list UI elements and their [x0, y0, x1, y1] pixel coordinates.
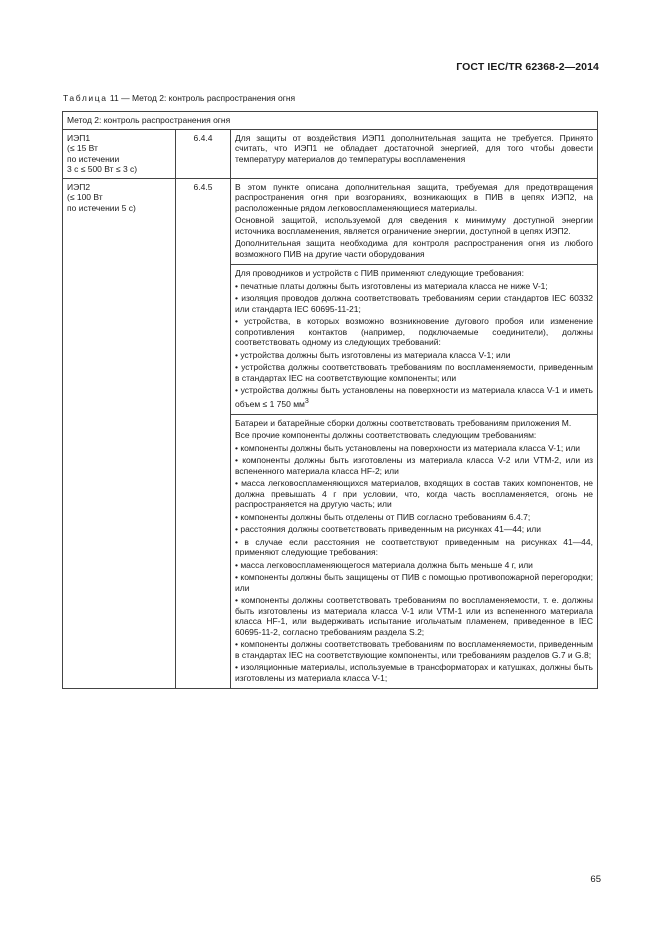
requirement-bullet: • расстояния должны соответствовать приведенным на рисунках 41—44; или [235, 524, 541, 535]
power-source-class-cell [63, 178, 176, 689]
requirement-paragraph: Для проводников и устройств с ПИВ применяют следующие требования: [235, 268, 524, 278]
power-limit-line: (≤ 100 Вт [67, 192, 103, 202]
requirement-bullet: • изоляционные материалы, используемые в трансформаторах и катушках, должны быть изготовлены из материала класса V-1; [235, 662, 593, 683]
fire-spread-table [62, 111, 598, 689]
requirement-paragraph: Все прочие компоненты должны соответствовать следующим требованиям: [235, 430, 537, 441]
standard-designation: ГОСТ IEC/TR 62368-2—2014 [456, 61, 599, 73]
requirement-bullet: • компоненты должны соответствовать требованиям по воспламеняемости, приведенным в стандартах IEC на соответствующие компоненты, или требованиям разделов G.7 и G.8; [235, 639, 593, 660]
requirement-text-cell [231, 265, 598, 415]
requirement-paragraph: Основной защитой, используемой для сведения к минимуму доступной энергии источника воспламенения, является ограничение энергии, доступной в цепях ИЭП2. [235, 215, 593, 236]
requirement-bullet: • компоненты должны быть изготовлены из материала класса V-2 или VTM-2, или из вспененного материала класса HF-2; или [235, 455, 593, 476]
requirement-paragraph: Для защиты от воздействия ИЭП1 дополнительная защита не требуется. Принято считать, что ИЭП1 не обладает достаточной энергией, для того чтобы довести температуру материалов до температуры воспламенения [235, 132, 593, 164]
requirement-bullet: • масса легковоспламеняющихся материалов, входящих в состав таких компонентов, не должна превышать 4 г при условии, что, когда часть воспламеняется, огонь не распространяется на другую часть; или [235, 478, 593, 510]
requirement-bullet [235, 385, 593, 409]
requirement-paragraph: В этом пункте описана дополнительная защита, требуемая для предотвращения распространения огня при возгораниях, возникающих в ПИВ в цепях ИЭП2, на расположенные рядом легковоспламеняющиеся материалы. [235, 181, 593, 213]
requirement-bullet: • компоненты должны быть отделены от ПИВ согласно требованиям 6.4.7; [235, 511, 531, 522]
power-limit-line: (≤ 15 Вт [67, 143, 98, 153]
clause-reference: 6.4.4 [176, 129, 231, 178]
requirement-bullet: • устройства должны соответствовать требованиям по воспламеняемости, приведенным в стандартах IEC на соответствующие компоненты; или [235, 362, 593, 383]
table-row-ps2 [63, 178, 598, 265]
clause-reference: 6.4.5 [176, 178, 231, 689]
requirement-bullet: • в случае если расстояния не соответствуют приведенным на рисунках 41—44, применяют следующие требования: [235, 536, 593, 558]
requirement-bullet: • масса легковоспламеняющегося материала должна быть меньше 4 г, или [235, 559, 533, 570]
page-number: 65 [590, 874, 601, 885]
superscript-exponent: 3 [304, 396, 309, 405]
table-row-ps1 [63, 129, 598, 178]
requirement-text-cell [231, 178, 598, 265]
requirement-bullet: • компоненты должны быть защищены от ПИВ с помощью противопожарной перегородки; или [235, 572, 593, 593]
requirement-bullet: • устройства, в которых возможно возникновение дугового пробоя или изменение сопротивления контактов (например, подключаемые соединители), должны соответствовать одному из следующих требований: [235, 316, 593, 347]
table-caption-label: Таблица [63, 93, 108, 103]
power-limit-line: по истечении 5 с) [67, 202, 136, 213]
power-source-class: ИЭП1 [67, 132, 91, 143]
requirement-bullet-text: • устройства должны быть установлены на поверхности из материала класса V-1 и иметь объем ≤ 1 750 мм [235, 385, 593, 409]
requirement-text-cell [231, 414, 598, 689]
power-source-class-cell [63, 129, 176, 178]
requirement-bullet: • печатные платы должны быть изготовлены из материала класса не ниже V-1; [235, 280, 548, 291]
power-limit-line: 3 с ≤ 500 Вт ≤ 3 с) [67, 164, 138, 174]
requirement-bullet: • устройства должны быть изготовлены из материала класса V-1; или [235, 349, 511, 360]
requirement-paragraph: Дополнительная защита необходима для контроля распространения огня из любого возможного ПИВ на другие части оборудования [235, 238, 593, 259]
power-source-class: ИЭП2 [67, 181, 91, 192]
table-caption [63, 93, 295, 103]
power-limit-line: по истечении [67, 153, 120, 164]
requirement-text-cell [231, 129, 598, 178]
table-caption-title: 11 — Метод 2: контроль распространения огня [107, 93, 296, 103]
requirement-bullet: • компоненты должны соответствовать требованиям по воспламеняемости, т. е. должны быть изготовлены из материала класса V-1 или VTM-1 или из вспененного материала класса HF-1, или выдерживать испытание игольчатым пламенем, приведенное в IEC 60695-11-2, согласно требованиям раздела S.2; [235, 595, 593, 637]
table-header-row [63, 112, 598, 130]
requirement-paragraph: Батареи и батарейные сборки должны соответствовать требованиям приложения М. [235, 417, 572, 428]
table-header-cell: Метод 2: контроль распространения огня [63, 112, 598, 130]
requirement-bullet: • компоненты должны быть установлены на поверхности из материала класса V-1; или [235, 442, 581, 453]
requirement-bullet: • изоляция проводов должна соответствовать требованиям серии стандартов IEC 60332 или стандарта IEC 60695-11-21; [235, 293, 593, 314]
